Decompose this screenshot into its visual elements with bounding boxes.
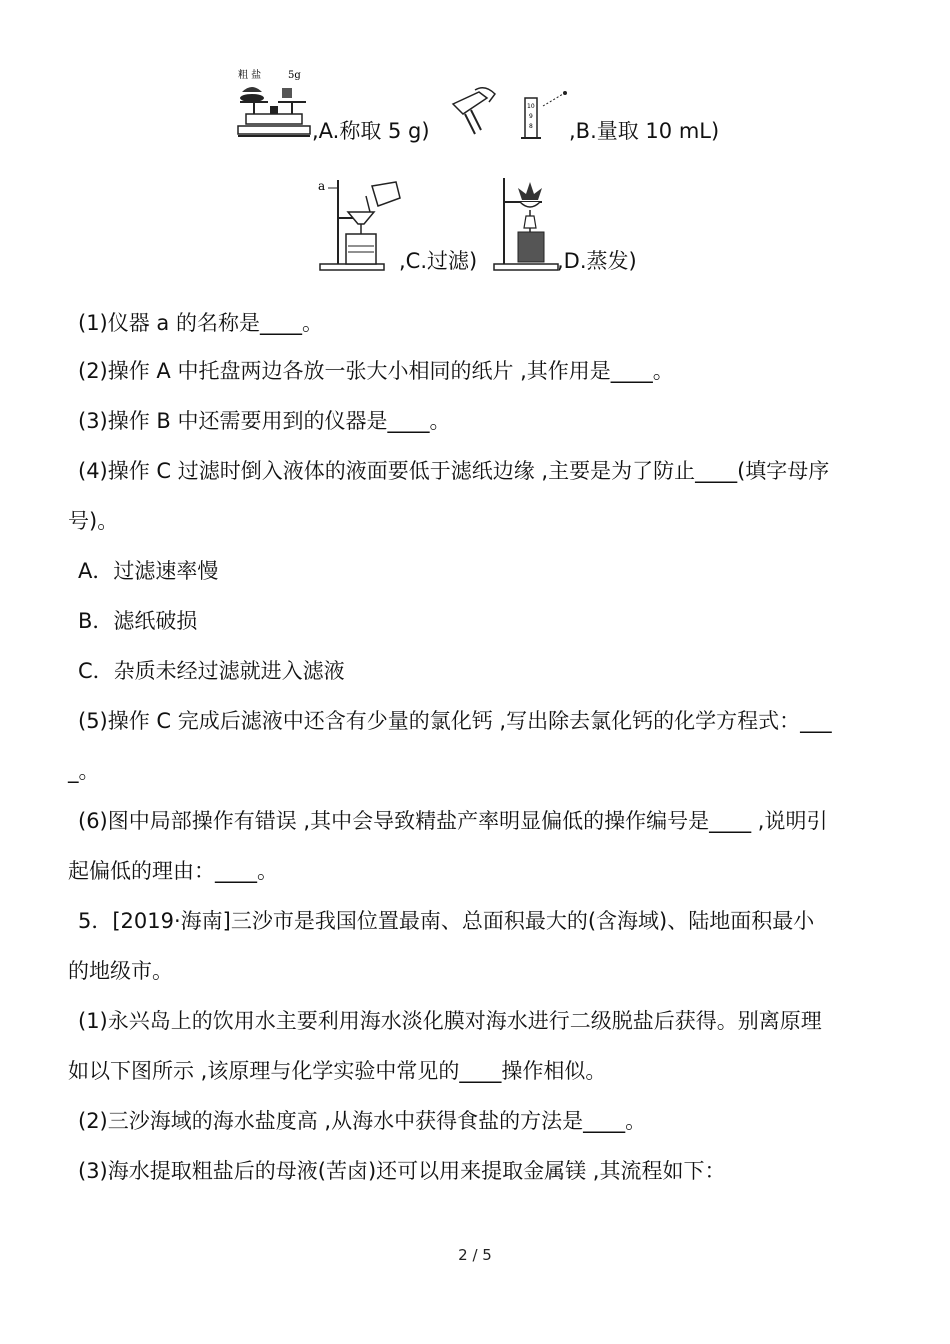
problem-5-q2: (2)三沙海域的海水盐度高 ,从海水中获得食盐的方法是____。 <box>78 1109 647 1133</box>
question-4-cont: 号)。 <box>68 509 119 533</box>
question-5-cont: _。 <box>68 759 100 783</box>
filtration-figure <box>316 172 404 272</box>
scale-10: 10 <box>527 103 535 110</box>
label-a: a <box>318 179 326 193</box>
caption-c: ,C.过滤) <box>399 249 478 273</box>
problem-5: 5．[2019·海南]三沙市是我国位置最南、总面积最大的(含海域)、陆地面积最小 <box>78 909 815 933</box>
scale-9: 9 <box>529 113 533 120</box>
problem-5-q1: (1)永兴岛上的饮用水主要利用海水淡化膜对海水进行二级脱盐后获得。别离原理 <box>78 1009 822 1033</box>
graduated-cylinder-icon <box>445 84 575 142</box>
balance-figure <box>234 68 314 140</box>
problem-5-q1-cont: 如以下图所示 ,该原理与化学实验中常见的____操作相似。 <box>68 1059 607 1083</box>
scale-8: 8 <box>529 123 533 130</box>
mass-label: 5g <box>288 70 301 81</box>
problem-5-q3: (3)海水提取粗盐后的母液(苦卤)还可以用来提取金属镁 ,其流程如下： <box>78 1159 726 1183</box>
question-1: (1)仪器 a 的名称是____。 <box>78 311 323 335</box>
option-a: A．过滤速率慢 <box>78 559 219 583</box>
caption-d: ,D.蒸发) <box>557 249 637 273</box>
question-3: (3)操作 B 中还需要用到的仪器是____。 <box>78 409 451 433</box>
caption-a: ,A.称取 5 g) <box>312 119 430 143</box>
caption-b: ,B.量取 10 mL) <box>569 119 720 143</box>
option-c: C．杂质未经过滤就进入滤液 <box>78 659 345 683</box>
evaporation-apparatus-icon <box>492 172 562 272</box>
salt-label: 粗 盐 <box>238 70 262 81</box>
problem-5-cont: 的地级市。 <box>68 959 173 983</box>
question-5: (5)操作 C 完成后滤液中还含有少量的氯化钙 ,写出除去氯化钙的化学方程式：___ <box>78 709 832 733</box>
option-b: B．滤纸破损 <box>78 609 198 633</box>
measuring-figure <box>445 84 575 142</box>
evaporation-figure <box>492 172 562 272</box>
page-number: 2 / 5 <box>458 1246 492 1264</box>
balance-icon <box>234 68 314 140</box>
filtration-apparatus-icon <box>316 172 404 272</box>
question-6-cont: 起偏低的理由：____。 <box>68 859 278 883</box>
question-4: (4)操作 C 过滤时倒入液体的液面要低于滤纸边缘 ,主要是为了防止____(填字母序 <box>78 459 830 483</box>
question-6: (6)图中局部操作有错误 ,其中会导致精盐产率明显偏低的操作编号是____ ,说明引 <box>78 809 828 833</box>
question-2: (2)操作 A 中托盘两边各放一张大小相同的纸片 ,其作用是____。 <box>78 359 674 383</box>
